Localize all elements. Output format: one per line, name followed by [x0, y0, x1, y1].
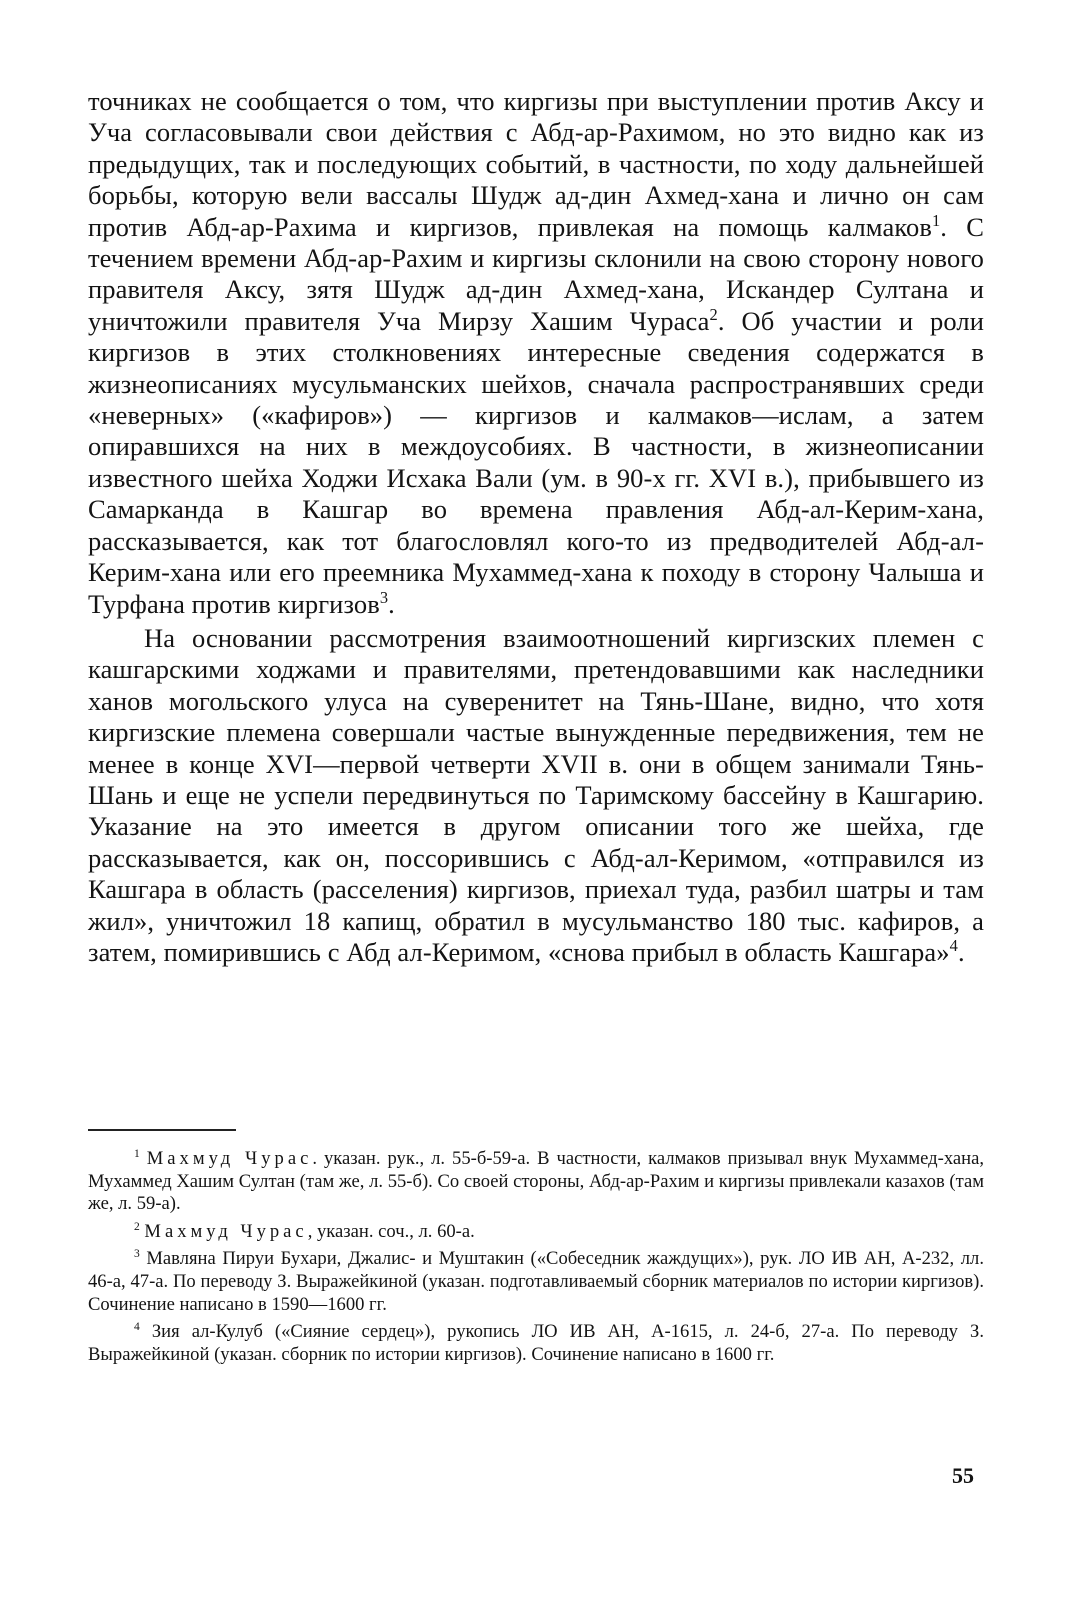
footnote-ref-2: 2	[709, 305, 718, 325]
footnote-mark: 4	[134, 1320, 140, 1333]
footnote-author: Махмуд Чурас	[144, 1220, 308, 1242]
paragraph-1-part-d: .	[388, 588, 395, 619]
footnote-mark: 2	[134, 1220, 140, 1233]
paragraph-1-part-b: . С течением времени Абд-ар-Рахим и киргизы склонили на свою сторону нового правителя Аксу, зятя Шудж ад-дин Ахмед-хана, Искандер Султана и уничтожили правителя Уча Мирзу Хашим Чураса	[88, 211, 984, 336]
footnote-ref-4: 4	[949, 936, 958, 956]
main-text	[88, 86, 984, 968]
footnotes	[88, 1148, 984, 1371]
footnote-ref-3: 3	[379, 587, 389, 607]
page-content	[88, 86, 984, 968]
paragraph-2-part-a: На основании рассмотрения взаимоотношений киргизских племен с кашгарскими ходжами и правителями, претендовавшими как наследники ханов могольского улуса на суверенитет на Тянь-Шане, видно, что хотя киргизские племена совершали частые вынужденные передвижения, тем не менее в конце XVI—первой четверти XVII в. они в общем занимали Тянь-Шань и еще не успели передвинуться по Таримскому бассейну в Кашгарию. Указание на это имеется в другом описании того же шейха, где рассказывается, как он, поссорившись с Абд-ал-Керимом, «отправился из Кашгара в область (расселения) киргизов, приехал туда, разбил шатры и там жил», уничтожил 18 капищ, обратил в мусульманство 180 тыс. кафиров, а затем, помирившись с Абд ал-Керимом, «снова прибыл в область Кашгара»	[88, 622, 984, 967]
footnote-1	[88, 1148, 984, 1216]
footnote-3	[88, 1248, 984, 1316]
paragraph-2	[88, 623, 984, 968]
footnote-text: , указан. соч., л. 60-а.	[307, 1220, 475, 1242]
paragraph-1-part-a: точниках не сообщается о том, что киргизы при выступлении против Аксу и Уча согласовывали свои действия с Абд-ар-Рахимом, но это видно как из предыдущих, так и последующих событий, в частности, по ходу дальнейшей борьбы, которую вели вассалы Шудж ад-дин Ахмед-хана и лично он сам против Абд-ар-Рахима и киргизов, привлекая на помощь калмаков	[88, 86, 984, 242]
footnote-divider	[88, 1129, 236, 1131]
footnote-2	[88, 1221, 984, 1244]
footnote-ref-1: 1	[931, 210, 941, 230]
page-number: 55	[952, 1463, 974, 1488]
footnote-text: Мавляна Пируи Бухари, Джалис- и Муштакин («Собеседник жаждущих»), рук. ЛО ИВ АН, А-232, лл. 46-а, 47-а. По переводу З. Выражейкиной (указан. подготавливаемый сборник материалов по истории киргизов). Сочинение написано в 1590—1600 гг.	[88, 1248, 984, 1315]
footnote-author: Махмуд Чурас	[146, 1148, 313, 1169]
footnote-4	[88, 1321, 984, 1366]
paragraph-1-part-c: . Об участии и роли киргизов в этих столкновениях интересные сведения содержатся в жизнеописаниях мусульманских шейхов, сначала распространявших среди «неверных» («кафиров») — киргизов и калмаков—ислам, а затем опиравшихся на них в междоусобиях. В частности, в жизнеописании известного шейха Ходжи Исхака Вали (ум. в 90-х гг. XVI в.), прибывшего из Самарканда в Кашгар во времена правления Абд-ал-Керим-хана, рассказывается, как тот благословлял кого-то из предводителей Абд-ал-Керим-хана или его преемника Мухаммед-хана к походу в сторону Чалыша и Турфана против киргизов	[88, 305, 984, 619]
footnote-text: Зия ал-Кулуб («Сияние сердец»), рукопись ЛО ИВ АН, А-1615, л. 24-б, 27-а. По переводу З. Выражейкиной (указан. сборник по истории киргизов). Сочинение написано в 1600 гг.	[88, 1321, 984, 1365]
paragraph-1	[88, 86, 984, 620]
footnote-mark: 1	[134, 1147, 140, 1160]
paragraph-2-part-b: .	[957, 936, 965, 967]
footnote-mark: 3	[134, 1248, 140, 1261]
footnote-text: . указан. рук., л. 55-б-59-а. В частности, калмаков призывал внук Мухаммед-хана, Мухаммед Хашим Султан (там же, л. 55-б). Со своей стороны, Абд-ар-Рахим и киргизы привлекали казахов (там же, л. 59-а).	[88, 1148, 984, 1215]
